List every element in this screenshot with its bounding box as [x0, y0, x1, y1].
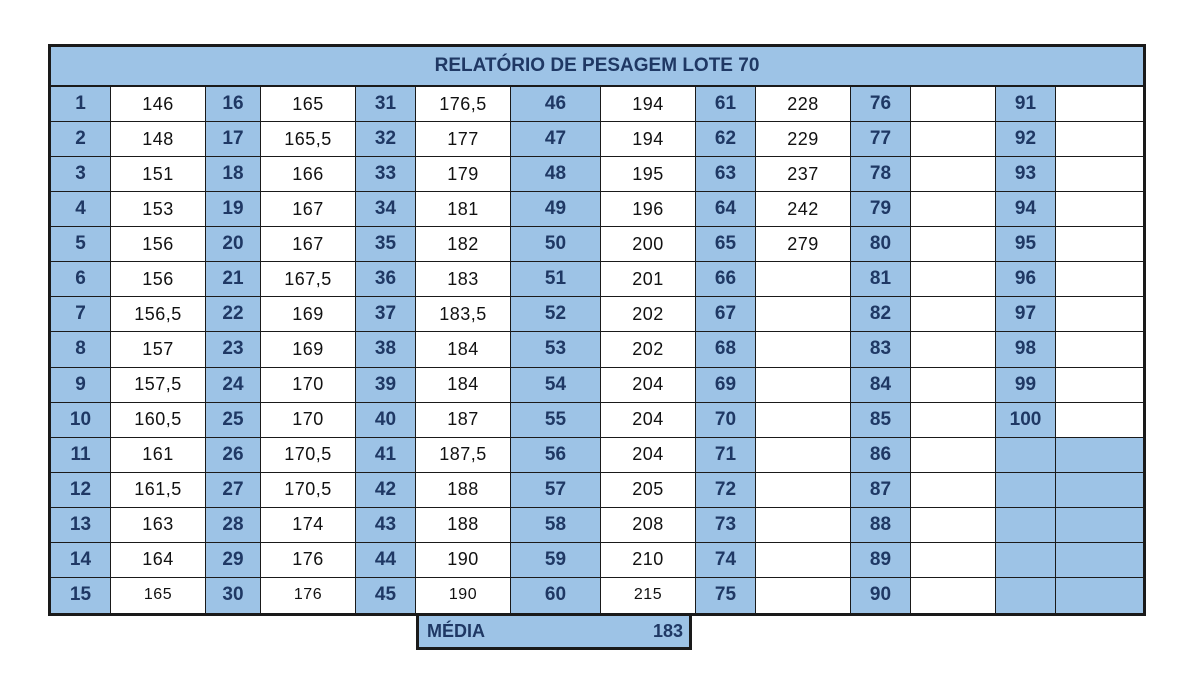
animal-number: 46: [511, 87, 601, 122]
animal-number: 37: [356, 297, 416, 332]
animal-number: [996, 438, 1056, 473]
weight-value: 169: [261, 332, 356, 367]
weight-value: 165: [111, 578, 206, 613]
animal-number: 71: [696, 438, 756, 473]
animal-number: 49: [511, 192, 601, 227]
weight-value: 156,5: [111, 297, 206, 332]
weight-grid: [51, 87, 1143, 613]
weight-value: [756, 438, 851, 473]
weight-value: [756, 297, 851, 332]
animal-number: 77: [851, 122, 911, 157]
animal-number: 86: [851, 438, 911, 473]
weight-value: 157,5: [111, 368, 206, 403]
animal-number: 9: [51, 368, 111, 403]
animal-number: 92: [996, 122, 1056, 157]
animal-number: 57: [511, 473, 601, 508]
animal-number: 15: [51, 578, 111, 613]
animal-number: 18: [206, 157, 261, 192]
animal-number: 33: [356, 157, 416, 192]
animal-number: 52: [511, 297, 601, 332]
animal-number: 53: [511, 332, 601, 367]
animal-number: 85: [851, 403, 911, 438]
animal-number: 30: [206, 578, 261, 613]
animal-number: 73: [696, 508, 756, 543]
weight-value: [1056, 368, 1143, 403]
weight-value: [1056, 403, 1143, 438]
weight-value: 163: [111, 508, 206, 543]
animal-number: 48: [511, 157, 601, 192]
weight-value: 187,5: [416, 438, 511, 473]
animal-number: 75: [696, 578, 756, 613]
animal-number: 89: [851, 543, 911, 578]
weight-value: 188: [416, 473, 511, 508]
weight-value: [911, 368, 996, 403]
animal-number: 98: [996, 332, 1056, 367]
animal-number: 27: [206, 473, 261, 508]
animal-number: 91: [996, 87, 1056, 122]
weight-value: 170,5: [261, 438, 356, 473]
animal-number: 94: [996, 192, 1056, 227]
animal-number: 63: [696, 157, 756, 192]
weight-value: [756, 332, 851, 367]
animal-number: 93: [996, 157, 1056, 192]
weight-value: 174: [261, 508, 356, 543]
animal-number: 87: [851, 473, 911, 508]
animal-number: 23: [206, 332, 261, 367]
weight-value: 201: [601, 262, 696, 297]
animal-number: 8: [51, 332, 111, 367]
animal-number: 25: [206, 403, 261, 438]
animal-number: 22: [206, 297, 261, 332]
animal-number: 84: [851, 368, 911, 403]
animal-number: 51: [511, 262, 601, 297]
animal-number: 34: [356, 192, 416, 227]
weight-value: 146: [111, 87, 206, 122]
weight-value: [1056, 297, 1143, 332]
weight-value: 184: [416, 332, 511, 367]
weight-value: 161: [111, 438, 206, 473]
weight-value: 170: [261, 368, 356, 403]
weight-value: 153: [111, 192, 206, 227]
weight-value: 204: [601, 368, 696, 403]
weight-value: [1056, 508, 1143, 543]
animal-number: 62: [696, 122, 756, 157]
weight-value: 204: [601, 403, 696, 438]
animal-number: 55: [511, 403, 601, 438]
animal-number: 7: [51, 297, 111, 332]
weight-value: 188: [416, 508, 511, 543]
weight-value: [911, 157, 996, 192]
weight-value: [911, 122, 996, 157]
animal-number: 58: [511, 508, 601, 543]
weight-value: [911, 403, 996, 438]
weight-value: 160,5: [111, 403, 206, 438]
weight-value: 210: [601, 543, 696, 578]
animal-number: 36: [356, 262, 416, 297]
average-label: MÉDIA: [427, 621, 485, 641]
weight-value: 196: [601, 192, 696, 227]
weight-value: [1056, 262, 1143, 297]
animal-number: 13: [51, 508, 111, 543]
weight-value: [911, 297, 996, 332]
animal-number: 83: [851, 332, 911, 367]
weight-value: [1056, 438, 1143, 473]
weight-value: 205: [601, 473, 696, 508]
weight-value: 157: [111, 332, 206, 367]
animal-number: 4: [51, 192, 111, 227]
animal-number: 79: [851, 192, 911, 227]
weight-value: 156: [111, 262, 206, 297]
animal-number: 66: [696, 262, 756, 297]
animal-number: 76: [851, 87, 911, 122]
weight-value: 194: [601, 122, 696, 157]
animal-number: 14: [51, 543, 111, 578]
weight-value: 237: [756, 157, 851, 192]
animal-number: 64: [696, 192, 756, 227]
animal-number: 80: [851, 227, 911, 262]
animal-number: 43: [356, 508, 416, 543]
animal-number: 47: [511, 122, 601, 157]
weight-value: 190: [416, 578, 511, 613]
weight-value: [1056, 543, 1143, 578]
animal-number: 32: [356, 122, 416, 157]
weight-value: [1056, 192, 1143, 227]
animal-number: 50: [511, 227, 601, 262]
animal-number: [996, 508, 1056, 543]
animal-number: 29: [206, 543, 261, 578]
animal-number: 65: [696, 227, 756, 262]
animal-number: 95: [996, 227, 1056, 262]
average-value: 183: [652, 621, 683, 641]
animal-number: 61: [696, 87, 756, 122]
weight-value: [911, 87, 996, 122]
weight-value: 164: [111, 543, 206, 578]
animal-number: 41: [356, 438, 416, 473]
weight-value: [756, 578, 851, 613]
animal-number: [996, 578, 1056, 613]
weight-value: 208: [601, 508, 696, 543]
weight-value: 176: [261, 578, 356, 613]
animal-number: 28: [206, 508, 261, 543]
animal-number: 60: [511, 578, 601, 613]
weight-value: [911, 262, 996, 297]
weight-value: [1056, 332, 1143, 367]
weight-value: [756, 473, 851, 508]
weighing-report-table: [48, 44, 1146, 616]
weight-value: 200: [601, 227, 696, 262]
animal-number: 78: [851, 157, 911, 192]
animal-number: 5: [51, 227, 111, 262]
weight-value: 166: [261, 157, 356, 192]
weight-value: [911, 473, 996, 508]
animal-number: 99: [996, 368, 1056, 403]
animal-number: 26: [206, 438, 261, 473]
animal-number: 44: [356, 543, 416, 578]
weight-value: 190: [416, 543, 511, 578]
weight-value: 182: [416, 227, 511, 262]
animal-number: 6: [51, 262, 111, 297]
animal-number: 17: [206, 122, 261, 157]
animal-number: 35: [356, 227, 416, 262]
animal-number: 16: [206, 87, 261, 122]
animal-number: [996, 543, 1056, 578]
animal-number: 72: [696, 473, 756, 508]
weight-value: [1056, 87, 1143, 122]
animal-number: 21: [206, 262, 261, 297]
animal-number: 81: [851, 262, 911, 297]
weight-value: [911, 192, 996, 227]
weight-value: [911, 543, 996, 578]
animal-number: 2: [51, 122, 111, 157]
weight-value: [756, 368, 851, 403]
animal-number: 74: [696, 543, 756, 578]
animal-number: 38: [356, 332, 416, 367]
animal-number: 45: [356, 578, 416, 613]
weight-value: [911, 508, 996, 543]
weight-value: 202: [601, 332, 696, 367]
animal-number: 40: [356, 403, 416, 438]
average-summary: [416, 614, 692, 650]
weight-value: 187: [416, 403, 511, 438]
weight-value: [1056, 578, 1143, 613]
animal-number: 1: [51, 87, 111, 122]
animal-number: 10: [51, 403, 111, 438]
animal-number: 56: [511, 438, 601, 473]
weight-value: 167: [261, 227, 356, 262]
animal-number: 97: [996, 297, 1056, 332]
animal-number: 3: [51, 157, 111, 192]
weight-value: 181: [416, 192, 511, 227]
weight-value: 170,5: [261, 473, 356, 508]
weight-value: [1056, 122, 1143, 157]
weight-value: [911, 578, 996, 613]
weight-value: 179: [416, 157, 511, 192]
weight-value: [911, 332, 996, 367]
weight-value: 148: [111, 122, 206, 157]
weight-value: 279: [756, 227, 851, 262]
animal-number: 20: [206, 227, 261, 262]
weight-value: 183: [416, 262, 511, 297]
animal-number: 100: [996, 403, 1056, 438]
weight-value: 202: [601, 297, 696, 332]
animal-number: 68: [696, 332, 756, 367]
animal-number: 54: [511, 368, 601, 403]
weight-value: [756, 543, 851, 578]
animal-number: 67: [696, 297, 756, 332]
weight-value: 169: [261, 297, 356, 332]
weight-value: 215: [601, 578, 696, 613]
animal-number: 59: [511, 543, 601, 578]
animal-number: 12: [51, 473, 111, 508]
animal-number: 24: [206, 368, 261, 403]
weight-value: 170: [261, 403, 356, 438]
animal-number: 19: [206, 192, 261, 227]
weight-value: 165,5: [261, 122, 356, 157]
weight-value: 195: [601, 157, 696, 192]
weight-value: 183,5: [416, 297, 511, 332]
animal-number: 82: [851, 297, 911, 332]
animal-number: 88: [851, 508, 911, 543]
weight-value: [1056, 157, 1143, 192]
weight-value: 156: [111, 227, 206, 262]
animal-number: 31: [356, 87, 416, 122]
animal-number: 11: [51, 438, 111, 473]
animal-number: 39: [356, 368, 416, 403]
animal-number: 90: [851, 578, 911, 613]
weight-value: 167: [261, 192, 356, 227]
weight-value: 161,5: [111, 473, 206, 508]
weight-value: 176,5: [416, 87, 511, 122]
weight-value: 228: [756, 87, 851, 122]
weight-value: [756, 262, 851, 297]
animal-number: 96: [996, 262, 1056, 297]
weight-value: 177: [416, 122, 511, 157]
weight-value: 184: [416, 368, 511, 403]
report-title: RELATÓRIO DE PESAGEM LOTE 70: [51, 47, 1143, 87]
weight-value: [756, 403, 851, 438]
animal-number: 69: [696, 368, 756, 403]
weight-value: 194: [601, 87, 696, 122]
weight-value: [756, 508, 851, 543]
weight-value: 242: [756, 192, 851, 227]
weight-value: [1056, 473, 1143, 508]
weight-value: 165: [261, 87, 356, 122]
weight-value: [911, 438, 996, 473]
weight-value: 151: [111, 157, 206, 192]
weight-value: 167,5: [261, 262, 356, 297]
animal-number: [996, 473, 1056, 508]
weight-value: 229: [756, 122, 851, 157]
weight-value: [911, 227, 996, 262]
weight-value: 204: [601, 438, 696, 473]
weight-value: 176: [261, 543, 356, 578]
animal-number: 70: [696, 403, 756, 438]
weight-value: [1056, 227, 1143, 262]
animal-number: 42: [356, 473, 416, 508]
